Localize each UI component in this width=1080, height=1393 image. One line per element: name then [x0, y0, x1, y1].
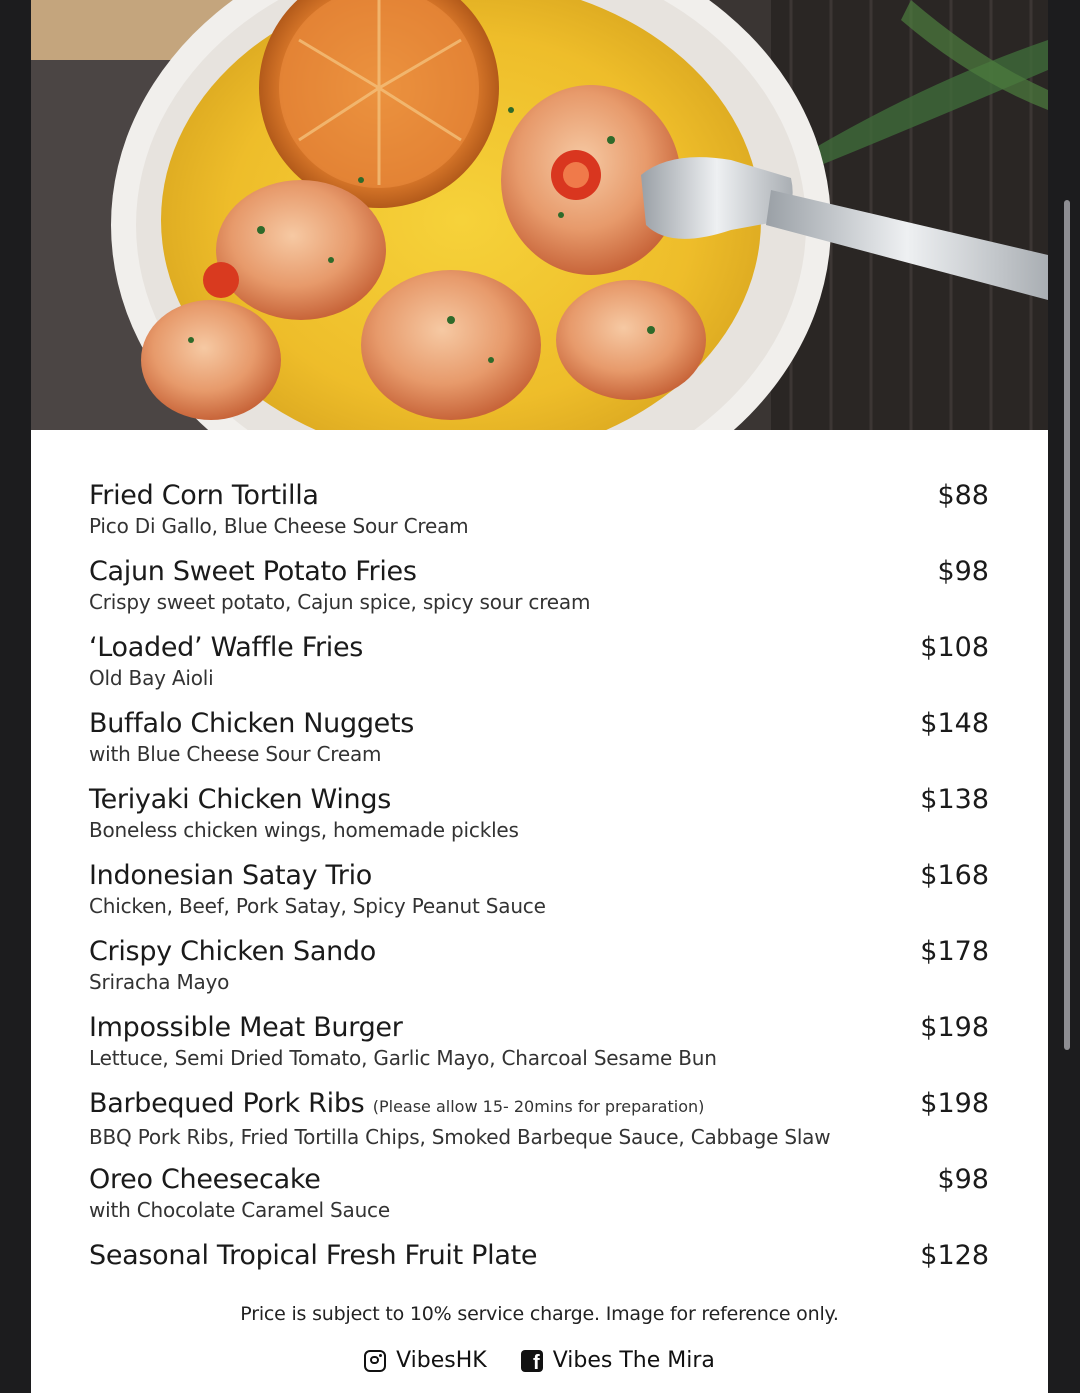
menu-item: [89, 782, 989, 858]
menu-item: [89, 1162, 989, 1238]
menu-item: [89, 1086, 989, 1162]
menu-item-price: $88: [937, 480, 989, 511]
menu-item-name: Cajun Sweet Potato Fries: [89, 556, 417, 587]
menu-item-description: with Chocolate Caramel Sauce: [89, 1198, 390, 1222]
menu-item: [89, 934, 989, 1010]
hero-image-shrimp-dish: [31, 0, 1048, 430]
menu-item-price: $98: [937, 556, 989, 587]
menu-item-name: Oreo Cheesecake: [89, 1164, 321, 1195]
menu-item-name: Teriyaki Chicken Wings: [89, 784, 391, 815]
menu-item-name: Buffalo Chicken Nuggets: [89, 708, 415, 739]
menu-item: [89, 858, 989, 934]
menu-item-price: $138: [920, 784, 989, 815]
instagram-icon: [364, 1350, 386, 1372]
menu-item-description: BBQ Pork Ribs, Fried Tortilla Chips, Smoked Barbeque Sauce, Cabbage Slaw: [89, 1125, 831, 1149]
menu-item-name: Crispy Chicken Sando: [89, 936, 376, 967]
facebook-icon: f: [521, 1350, 543, 1372]
menu-item-description: Boneless chicken wings, homemade pickles: [89, 818, 519, 842]
menu-list: [89, 478, 989, 1288]
menu-item-note: (Please allow 15- 20mins for preparation): [372, 1097, 705, 1116]
instagram-handle: VibesHK: [396, 1348, 487, 1373]
menu-item-price: $178: [920, 936, 989, 967]
menu-item-description: Pico Di Gallo, Blue Cheese Sour Cream: [89, 514, 469, 538]
menu-item-name-row: [89, 1086, 989, 1125]
menu-item-price: $198: [920, 1088, 989, 1119]
menu-item-description: Old Bay Aioli: [89, 666, 214, 690]
menu-item: [89, 1238, 989, 1288]
menu-item: [89, 1010, 989, 1086]
menu-item-name: Fried Corn Tortilla: [89, 480, 319, 511]
menu-item-name: Barbequed Pork Ribs: [89, 1088, 365, 1119]
menu-item-name: Impossible Meat Burger: [89, 1012, 403, 1043]
facebook-handle: Vibes The Mira: [552, 1348, 715, 1373]
menu-item: [89, 630, 989, 706]
scrollbar[interactable]: [1064, 200, 1070, 1050]
menu-item-name: ‘Loaded’ Waffle Fries: [89, 632, 364, 663]
menu-item-name: Seasonal Tropical Fresh Fruit Plate: [89, 1240, 538, 1271]
menu-item: [89, 706, 989, 782]
menu-item-description: Sriracha Mayo: [89, 970, 230, 994]
menu-item-price: $168: [920, 860, 989, 891]
menu-item: [89, 478, 989, 554]
menu-item-description: with Blue Cheese Sour Cream: [89, 742, 382, 766]
social-links: [31, 1348, 1048, 1373]
menu-item-description: Chicken, Beef, Pork Satay, Spicy Peanut Sauce: [89, 894, 546, 918]
menu-item-price: $108: [920, 632, 989, 663]
menu-item-price: $148: [920, 708, 989, 739]
facebook-link[interactable]: [521, 1348, 715, 1373]
instagram-link[interactable]: [364, 1348, 487, 1373]
menu-item-name: Indonesian Satay Trio: [89, 860, 372, 891]
menu-item-price: $98: [937, 1164, 989, 1195]
menu-item-price: $128: [920, 1240, 989, 1271]
menu-item-description: Lettuce, Semi Dried Tomato, Garlic Mayo, Charcoal Sesame Bun: [89, 1046, 717, 1070]
service-charge-notice: Price is subject to 10% service charge. Image for reference only.: [240, 1303, 839, 1325]
menu-item-description: Crispy sweet potato, Cajun spice, spicy sour cream: [89, 590, 591, 614]
menu-page: [31, 0, 1048, 1393]
menu-item-price: $198: [920, 1012, 989, 1043]
menu-item: [89, 554, 989, 630]
